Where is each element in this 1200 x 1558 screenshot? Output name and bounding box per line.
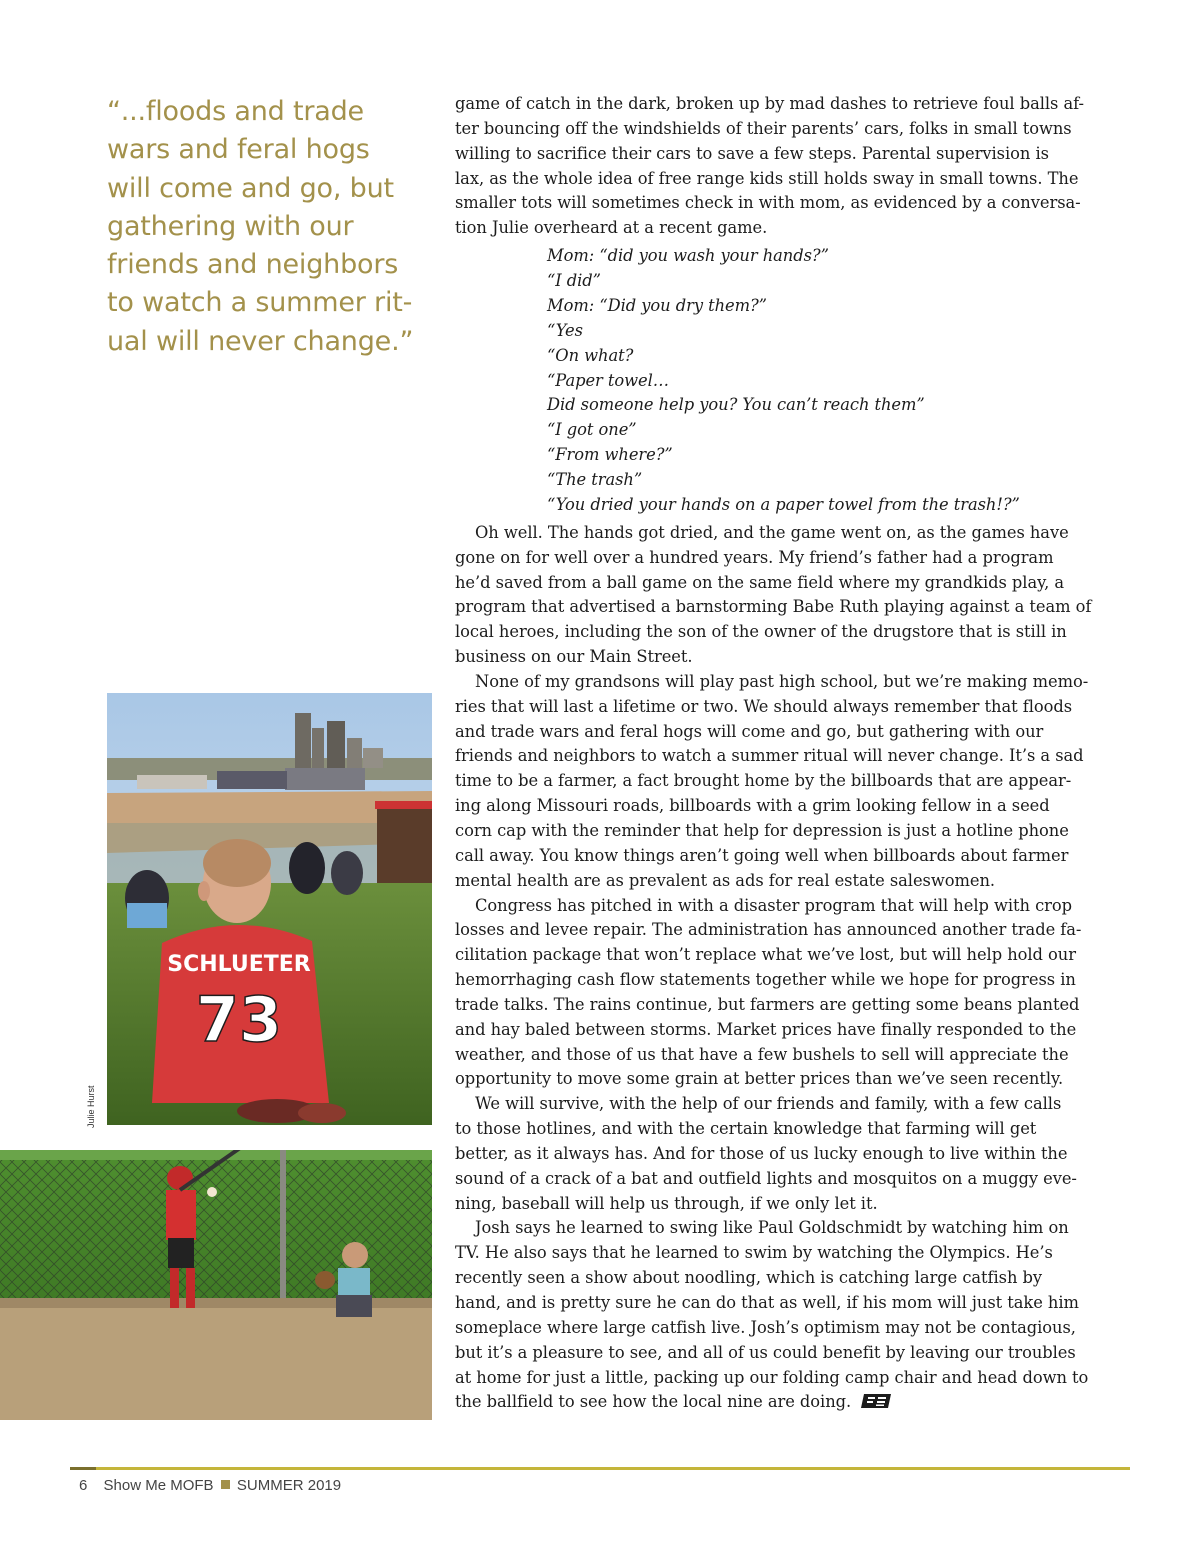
pull-quote-line: ual will never change.” (107, 325, 414, 357)
photo-credit: Julie Hurst (86, 1085, 96, 1128)
page-number: 6 (79, 1477, 88, 1494)
dialogue-line: Did someone help you? You can’t reach them” (547, 395, 925, 415)
dialogue-line: “I got one” (547, 420, 637, 440)
paragraph (455, 1092, 1127, 1216)
pull-quote-line: friends and neighbors (107, 249, 399, 281)
pull-quote-line: gathering with our (107, 210, 354, 242)
jersey-number: 73 (195, 983, 283, 1056)
publication-name: Show Me MOFB (103, 1477, 214, 1494)
text-line: corn cap with the reminder that help for depression is just a hotline phone (455, 820, 1069, 840)
pull-quote (107, 93, 414, 361)
text-line: hemorrhaging cash flow statements together while we hope for progress in (455, 970, 1076, 990)
text-line: losses and levee repair. The administration has announced another trade fa- (455, 920, 1082, 940)
text-line: time to be a farmer, a fact brought home by the billboards that are appear- (455, 771, 1072, 791)
text-line: better, as it always has. And for those of us lucky enough to live within the (455, 1143, 1068, 1163)
paragraph (455, 92, 1127, 241)
text-line: at home for just a little, packing up our folding camp chair and head down to (455, 1367, 1089, 1387)
text-line: and trade wars and feral hogs will come and go, but gathering with our (455, 721, 1044, 741)
text-line: lax, as the whole idea of free range kids still holds sway in small towns. The (455, 168, 1079, 188)
text-line: We will survive, with the help of our friends and family, with a few calls (475, 1094, 1062, 1114)
text-line: Oh well. The hands got dried, and the game went on, as the games have (475, 522, 1069, 542)
pull-quote-line: “...floods and trade (107, 96, 364, 127)
issue-label: SUMMER 2019 (236, 1477, 342, 1494)
dialogue-line: “On what? (547, 345, 634, 365)
pull-quote-line: to watch a summer rit- (107, 287, 413, 319)
footer-rule (70, 1467, 1130, 1470)
text-line: weather, and those of us that have a few bushels to sell will appreciate the (455, 1044, 1069, 1064)
text-line: mental health are as prevalent as ads for real estate saleswomen. (455, 870, 996, 890)
paragraph (455, 894, 1127, 1093)
photo-boy-watching-game (107, 693, 432, 1125)
text-line: ter bouncing off the windshields of their parents’ cars, folks in small towns (455, 118, 1072, 138)
text-line: game of catch in the dark, broken up by mad dashes to retrieve foul balls af- (455, 94, 1084, 113)
text-line: friends and neighbors to watch a summer ritual will never change. It’s a sad (455, 746, 1084, 766)
dialogue-line: “You dried your hands on a paper towel from the trash!?” (547, 494, 1020, 514)
text-line: and hay baled between storms. Market prices have finally responded to the (455, 1019, 1077, 1039)
text-line: opportunity to move some grain at better prices than we’ve seen recently. (455, 1069, 1064, 1089)
text-line: gone on for well over a hundred years. My friend’s father had a program (455, 547, 1054, 567)
footer-rule-accent (70, 1467, 96, 1470)
text-line: recently seen a show about noodling, which is catching large catfish by (455, 1268, 1043, 1288)
article-body (455, 92, 1127, 1415)
paragraph (455, 670, 1127, 894)
dialogue-line: “Paper towel… (547, 370, 670, 390)
dialogue-line: “Yes (547, 320, 583, 340)
text-line: he’d saved from a ball game on the same field where my grandkids play, a (455, 572, 1065, 592)
text-line: willing to sacrifice their cars to save a few steps. Parental supervision is (455, 143, 1049, 163)
farm-bureau-logo-icon (861, 1394, 891, 1408)
text-line: call away. You know things aren’t going well when billboards about farmer (455, 845, 1069, 865)
paragraph (455, 1216, 1127, 1415)
text-line: but it’s a pleasure to see, and all of us could benefit by leaving our troubles (455, 1342, 1076, 1362)
text-line: ning, baseball will help us through, if we only let it. (455, 1193, 878, 1213)
text-line: Josh says he learned to swing like Paul Goldschmidt by watching him on (475, 1218, 1069, 1238)
photo-kids-batting (0, 1150, 432, 1420)
square-separator-icon (221, 1480, 230, 1489)
text-line: TV. He also says that he learned to swim by watching the Olympics. He’s (455, 1243, 1053, 1263)
text-line: Congress has pitched in with a disaster program that will help with crop (475, 895, 1073, 915)
text-line: someplace where large catfish live. Josh’s optimism may not be contagious, (455, 1317, 1076, 1337)
dialogue-line: “From where?” (547, 445, 673, 465)
text-line: local heroes, including the son of the owner of the drugstore that is still in (455, 622, 1067, 642)
dialogue-line: “The trash” (547, 470, 643, 490)
text-line: tion Julie overheard at a recent game. (455, 218, 768, 238)
dialogue-block (455, 244, 1127, 518)
text-line: trade talks. The rains continue, but farmers are getting some beans planted (455, 994, 1080, 1014)
dialogue-line: Mom: “did you wash your hands?” (547, 246, 829, 266)
pull-quote-line: will come and go, but (107, 172, 394, 204)
jersey-name: SCHLUETER (167, 952, 311, 977)
text-line: to those hotlines, and with the certain knowledge that farming will get (455, 1119, 1037, 1139)
text-line: sound of a crack of a bat and outfield lights and mosquitos on a muggy eve- (455, 1168, 1077, 1188)
text-line: hand, and is pretty sure he can do that as well, if his mom will just take him (455, 1293, 1079, 1313)
text-line: cilitation package that won’t replace what we’ve lost, but will help hold our (455, 945, 1076, 965)
dialogue-line: “I did” (547, 270, 601, 290)
text-line: None of my grandsons will play past high school, but we’re making memo- (475, 671, 1089, 691)
dialogue-line: Mom: “Did you dry them?” (547, 295, 767, 315)
text-line: smaller tots will sometimes check in with mom, as evidenced by a conversa- (455, 193, 1081, 213)
text-line: business on our Main Street. (455, 647, 693, 667)
paragraph (455, 521, 1127, 670)
last-text-line (455, 1390, 1127, 1415)
text-line: program that advertised a barnstorming Babe Ruth playing against a team of (455, 597, 1092, 617)
page-footer (79, 1477, 341, 1494)
text-line: ries that will last a lifetime or two. We should always remember that floods (455, 696, 1073, 716)
pull-quote-line: wars and feral hogs (107, 134, 370, 166)
text-line: ing along Missouri roads, billboards with a grim looking fellow in a seed (455, 796, 1050, 816)
text-line-text: the ballfield to see how the local nine are doing. (455, 1392, 852, 1412)
